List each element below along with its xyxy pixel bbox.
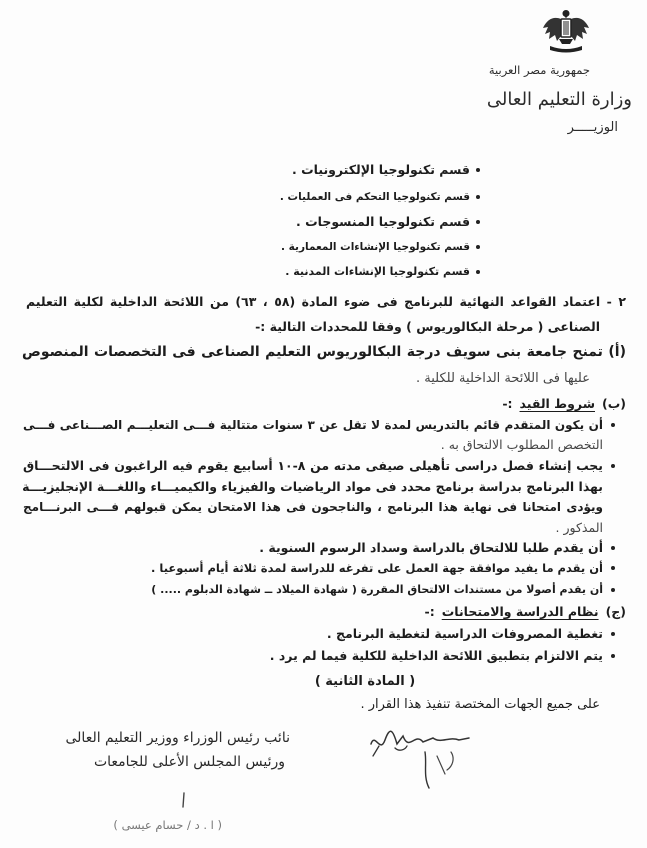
condition-line: المذكور . — [555, 520, 603, 535]
bullet-icon — [611, 546, 615, 550]
clause-c-label: (ج) — [605, 604, 626, 619]
bullet-icon — [476, 220, 480, 224]
signature-scribble — [365, 722, 477, 792]
signatory-name: ( ا . د / حسام عيسى ) — [113, 818, 222, 832]
clause-b-title: شروط القيد — [519, 396, 595, 411]
bullet-icon — [611, 423, 615, 427]
bullet-icon — [476, 168, 480, 172]
bullet-icon — [611, 566, 615, 570]
header-office: الوزيـــــر — [567, 120, 618, 135]
bullet-icon — [476, 270, 480, 274]
condition-line: أن يقدم طلبا للالتحاق بالدراسة وسداد الرسوم السنوية . — [259, 540, 603, 555]
item-2-line: الصناعى ( مرحلة البكالوريوس ) وفقا للمحددات التالية :- — [255, 319, 600, 334]
article-2-text: على جميع الجهات المختصة تنفيذ هذا القرار . — [360, 697, 600, 712]
condition-line: أن يقدم ما يفيد موافقة جهة العمل على تفرغه للدراسة لمدة ثلاثة أيام أسبوعيا . — [151, 561, 603, 575]
condition-line: يجب إنشاء فصل دراسى تأهيلى صيفى مدته من ٨-١٠ أسابيع يقوم فيه الراغبون فى الالتحـــاق — [23, 458, 604, 473]
clause-b-heading — [456, 394, 626, 414]
condition-line: التخصص المطلوب الالتحاق به . — [440, 437, 603, 452]
bullet-icon — [476, 195, 480, 199]
condition-line: أن يكون المتقدم قائم بالتدريس لمدة لا تقل عن ٣ سنوات متتالية فـــى التعليـــم الصـــناعى فـــى — [23, 418, 603, 432]
signature-mark — [180, 792, 188, 808]
condition-line: ويؤدى امتحانا فى نهاية هذا البرنامج ، والناجحون فى هذا الامتحان يمكن قبولهم فـــى البرنـــامج — [23, 500, 603, 514]
department-item: قسم تكنولوجيا الإنشاءات المدنية . — [285, 265, 470, 278]
signatory-title-line: نائب رئيس الوزراء ووزير التعليم العالى — [65, 730, 290, 746]
item-2-line: ٢ - اعتماد القواعد النهائية للبرنامج فى ضوء المادة (٥٨ ، ٦٣) من اللائحة الداخلية لكلية التعليم — [26, 294, 626, 309]
bullet-icon — [611, 632, 615, 636]
department-item: قسم تكنولوجيا التحكم فى العمليات . — [279, 191, 470, 203]
condition-line: أن يقدم أصولا من مستندات الالتحاق المقررة ( شهادة الميلاد ــ شهادة الدبلوم ..... ) — [151, 583, 603, 596]
clause-c-heading — [426, 602, 626, 622]
header-ministry: وزارة التعليم العالى — [486, 89, 632, 110]
signatory-title-line: ورئيس المجلس الأعلى للجامعات — [93, 754, 285, 770]
bullet-icon — [611, 588, 615, 592]
clause-b-label: (ب) — [602, 396, 626, 411]
clause-b-suffix: :- — [502, 396, 513, 411]
clause-c-title: نظام الدراسة والامتحانات — [441, 604, 599, 619]
department-item: قسم تكنولوجيا الإنشاءات المعمارية . — [281, 241, 470, 253]
header-country: جمهورية مصر العربية — [488, 63, 590, 77]
condition-line: بهذا البرنامج بدراسة برنامج محدد فى مواد الرياضيات والفيزياء والكيميـــاء واللغـــة الإنجليزيـــة — [22, 479, 603, 494]
clause-a-line: عليها فى اللائحة الداخلية للكلية . — [416, 371, 590, 386]
clause-c-suffix: :- — [424, 604, 435, 619]
department-item: قسم تكنولوجيا المنسوجات . — [295, 214, 470, 229]
bullet-icon — [611, 654, 615, 658]
bullet-icon — [611, 464, 615, 468]
eagle-emblem-icon — [540, 8, 592, 54]
clause-a-line: (أ) تمنح جامعة بنى سويف درجة البكالوريوس التعليم الصناعى فى التخصصات المنصوص — [22, 344, 626, 360]
department-item: قسم تكنولوجيا الإلكترونيات . — [291, 162, 470, 177]
system-line: تغطية المصروفات الدراسية لتغطية البرنامج . — [326, 626, 603, 641]
system-line: يتم الالتزام بتطبيق اللائحة الداخلية للكلية فيما لم يرد . — [269, 648, 603, 663]
bullet-icon — [476, 245, 480, 249]
article-2-title: ( المادة الثانية ) — [314, 674, 416, 689]
